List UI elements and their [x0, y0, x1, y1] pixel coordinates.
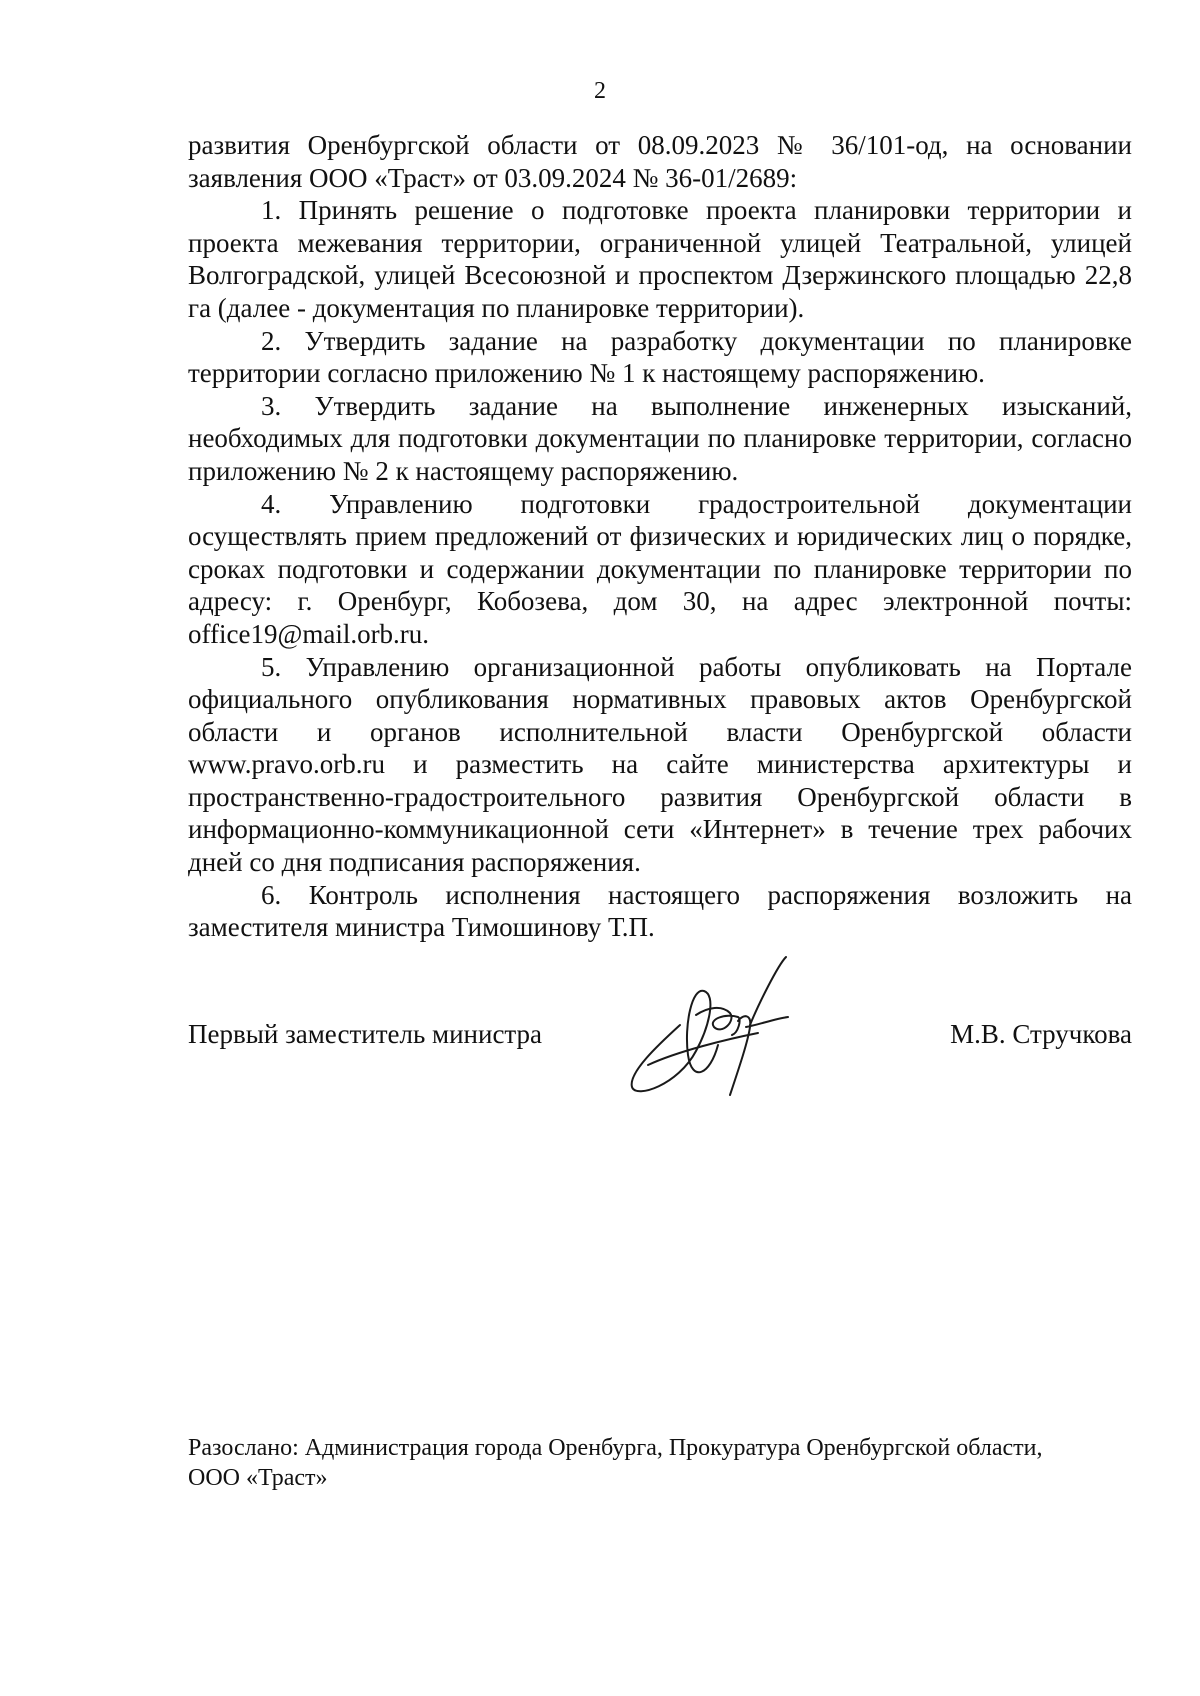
distribution-line: Разослано: Администрация города Оренбурга, Прокуратура Оренбургской области, — [188, 1435, 1043, 1461]
list-item: 3. Утвердить задание на выполнение инженерных изысканий, необходимых для подготовки документации по планировке территории, согласно приложению № 2 к настоящему распоряжению. — [188, 390, 1132, 486]
document-body — [188, 129, 1132, 944]
list-item: 1. Принять решение о подготовке проекта планировки территории и проекта межевания территории, ограниченной улицей Театральной, улицей Волгоградской, улицей Всесоюзной и проспектом Дзержинского площадью 22,8 га (далее - документация по планировке территории). — [188, 195, 1132, 323]
intro-paragraph: развития Оренбургской области от 08.09.2023 № 36/101-од, на основании заявления ООО «Траст» от 03.09.2024 № 36-01/2689: — [188, 130, 1132, 193]
distribution-line: ООО «Траст» — [188, 1465, 328, 1491]
list-item: 4. Управлению подготовки градостроительной документации осуществлять прием предложений от физических и юридических лиц о порядке, сроках подготовки и содержании документации по планировке территории по адресу: г. Оренбург, Кобозева, дом 30, на адрес электронной почты: office19@mail.orb.ru. — [188, 488, 1132, 649]
signer-name: М.В. Стручкова — [950, 1019, 1132, 1049]
list-item: 6. Контроль исполнения настоящего распоряжения возложить на заместителя министра Тимошинову Т.П. — [188, 879, 1132, 943]
page-number: 2 — [594, 78, 606, 104]
distribution-list — [188, 1433, 1132, 1493]
list-item: 2. Утвердить задание на разработку документации по планировке территории согласно приложению № 1 к настоящему распоряжению. — [188, 325, 1132, 389]
handwritten-signature — [618, 955, 808, 1105]
list-item: 5. Управлению организационной работы опубликовать на Портале официального опубликования нормативных правовых актов Оренбургской области и органов исполнительной власти Оренбургской области www.pravo.orb.ru и разместить на сайте министерства архитектуры и пространственно-градостроительного развития Оренбургской области в информационно-коммуникационной сети «Интернет» в течение трех рабочих дней со дня подписания распоряжения. — [188, 651, 1132, 878]
signer-position: Первый заместитель министра — [188, 1019, 543, 1049]
